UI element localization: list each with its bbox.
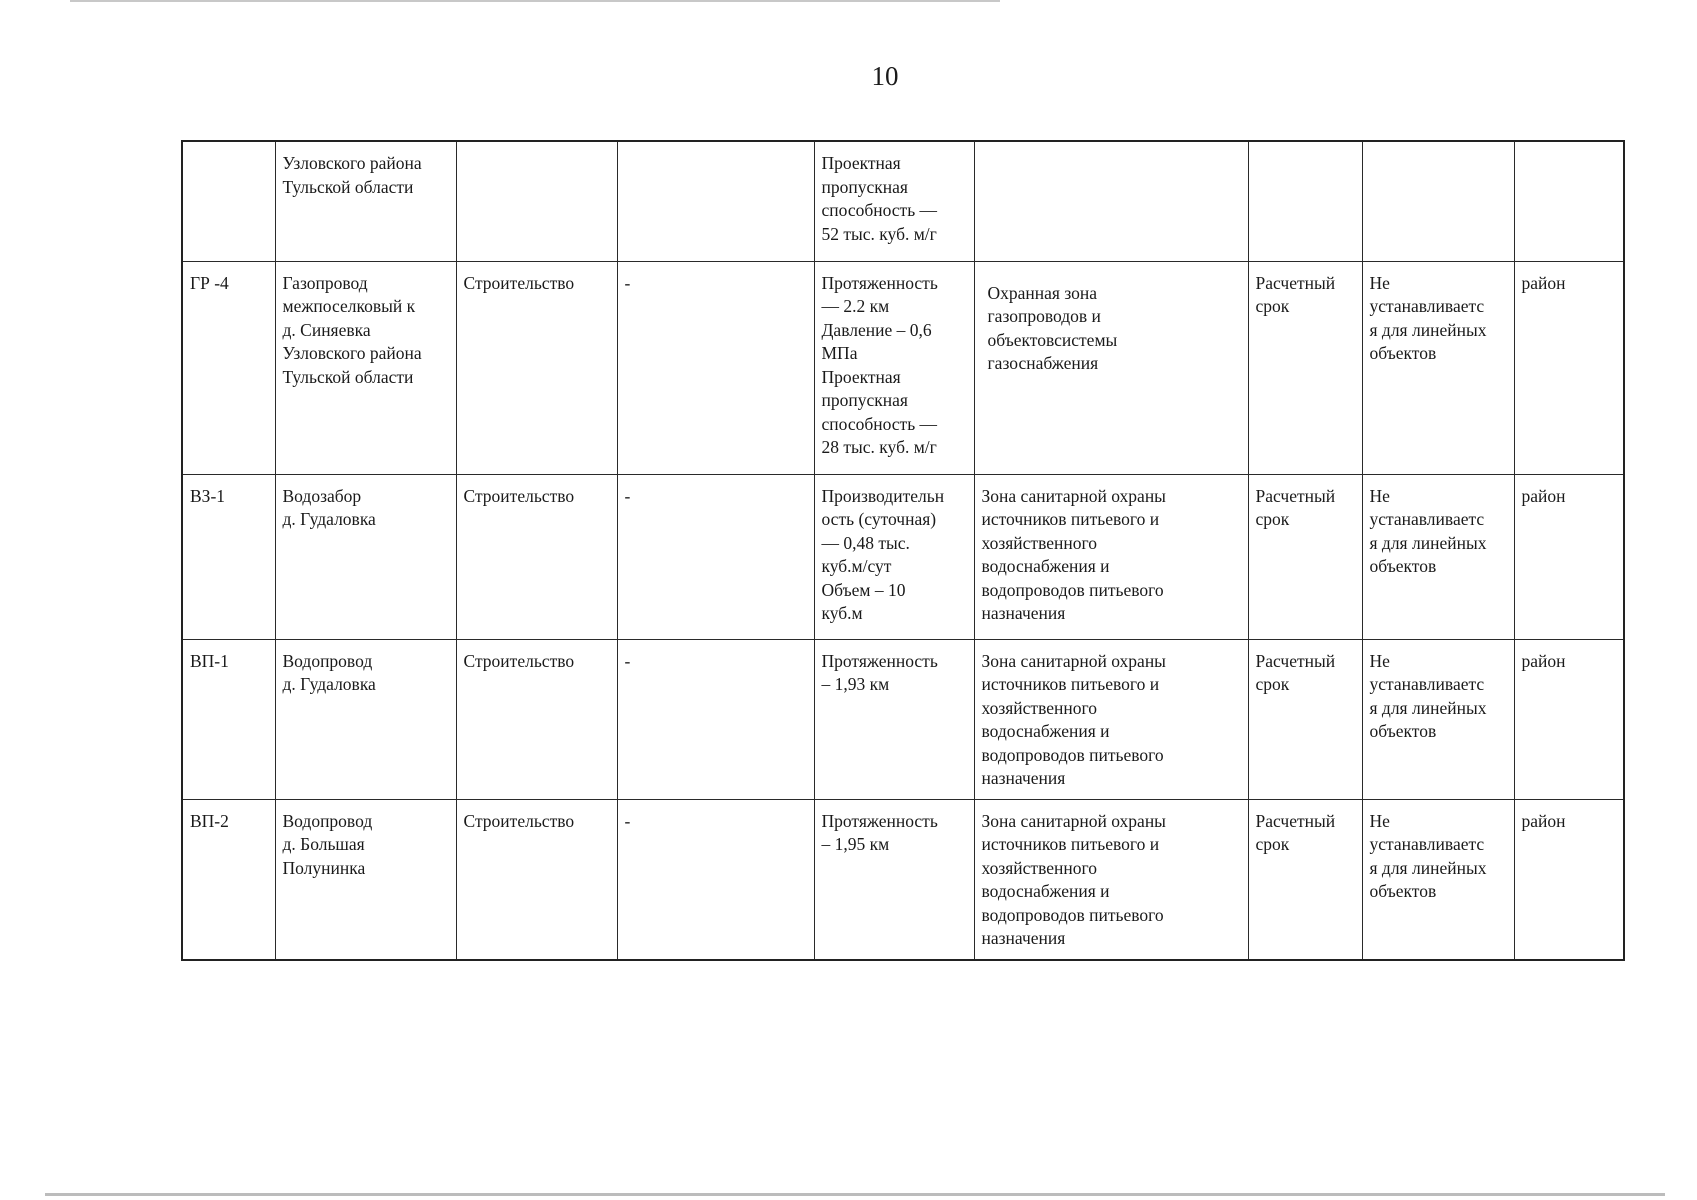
cell-significance: район [1514,261,1624,474]
cell-code: ВП-1 [182,639,275,799]
cell-characteristics: Протяженность — 2.2 км Давление – 0,6 МПа Проектная пропускная способность — 28 тыс. куб. м/г [814,261,974,474]
cell-characteristics: Производительн ость (суточная) — 0,48 тыс. куб.м/сут Объем – 10 куб.м [814,474,974,639]
page-number: 10 [871,61,899,91]
cell-zone: Зона санитарной охраны источников питьевого и хозяйственного водоснабжения и водопроводов питьевого назначения [974,639,1248,799]
cell-type: Строительство [456,474,617,639]
cell-term: Расчетный срок [1248,474,1362,639]
cell-type: Строительство [456,799,617,960]
cell-zone-params: Не устанавливаетс я для линейных объектов [1362,799,1514,960]
cell-code: ВП-2 [182,799,275,960]
cell-type: Строительство [456,261,617,474]
cell-term [1248,141,1362,261]
scan-edge-bottom [45,1193,1665,1196]
cell-characteristics: Проектная пропускная способность — 52 тыс. куб. м/г [814,141,974,261]
cell-name: Водопровод д. Гудаловка [275,639,456,799]
cell-note: - [617,474,814,639]
scan-edge-top [70,0,1000,2]
table-row [182,261,1624,474]
cell-note [617,141,814,261]
cell-term: Расчетный срок [1248,639,1362,799]
objects-table [181,140,1625,961]
cell-note: - [617,261,814,474]
cell-code [182,141,275,261]
cell-code: ГР -4 [182,261,275,474]
cell-zone [974,141,1248,261]
cell-term: Расчетный срок [1248,799,1362,960]
cell-type [456,141,617,261]
cell-significance: район [1514,639,1624,799]
table-row [182,799,1624,960]
cell-characteristics: Протяженность – 1,95 км [814,799,974,960]
cell-name: Водопровод д. Большая Полунинка [275,799,456,960]
table-row [182,141,1624,261]
cell-zone: Зона санитарной охраны источников питьевого и хозяйственного водоснабжения и водопроводов питьевого назначения [974,474,1248,639]
cell-zone-params: Не устанавливаетс я для линейных объектов [1362,474,1514,639]
cell-significance: район [1514,474,1624,639]
table-row [182,639,1624,799]
cell-type: Строительство [456,639,617,799]
cell-zone-params: Не устанавливаетс я для линейных объектов [1362,261,1514,474]
cell-code: ВЗ-1 [182,474,275,639]
cell-name: Водозабор д. Гудаловка [275,474,456,639]
cell-significance [1514,141,1624,261]
cell-note: - [617,799,814,960]
cell-term: Расчетный срок [1248,261,1362,474]
cell-name: Узловского района Тульской области [275,141,456,261]
cell-zone-params: Не устанавливаетс я для линейных объектов [1362,639,1514,799]
table-row [182,474,1624,639]
cell-zone-params [1362,141,1514,261]
cell-zone: Охранная зона газопроводов и объектовсистемы газоснабжения [974,261,1248,474]
cell-name: Газопровод межпоселковый к д. Синяевка Узловского района Тульской области [275,261,456,474]
cell-characteristics: Протяженность – 1,93 км [814,639,974,799]
cell-note: - [617,639,814,799]
cell-significance: район [1514,799,1624,960]
cell-zone: Зона санитарной охраны источников питьевого и хозяйственного водоснабжения и водопроводов питьевого назначения [974,799,1248,960]
